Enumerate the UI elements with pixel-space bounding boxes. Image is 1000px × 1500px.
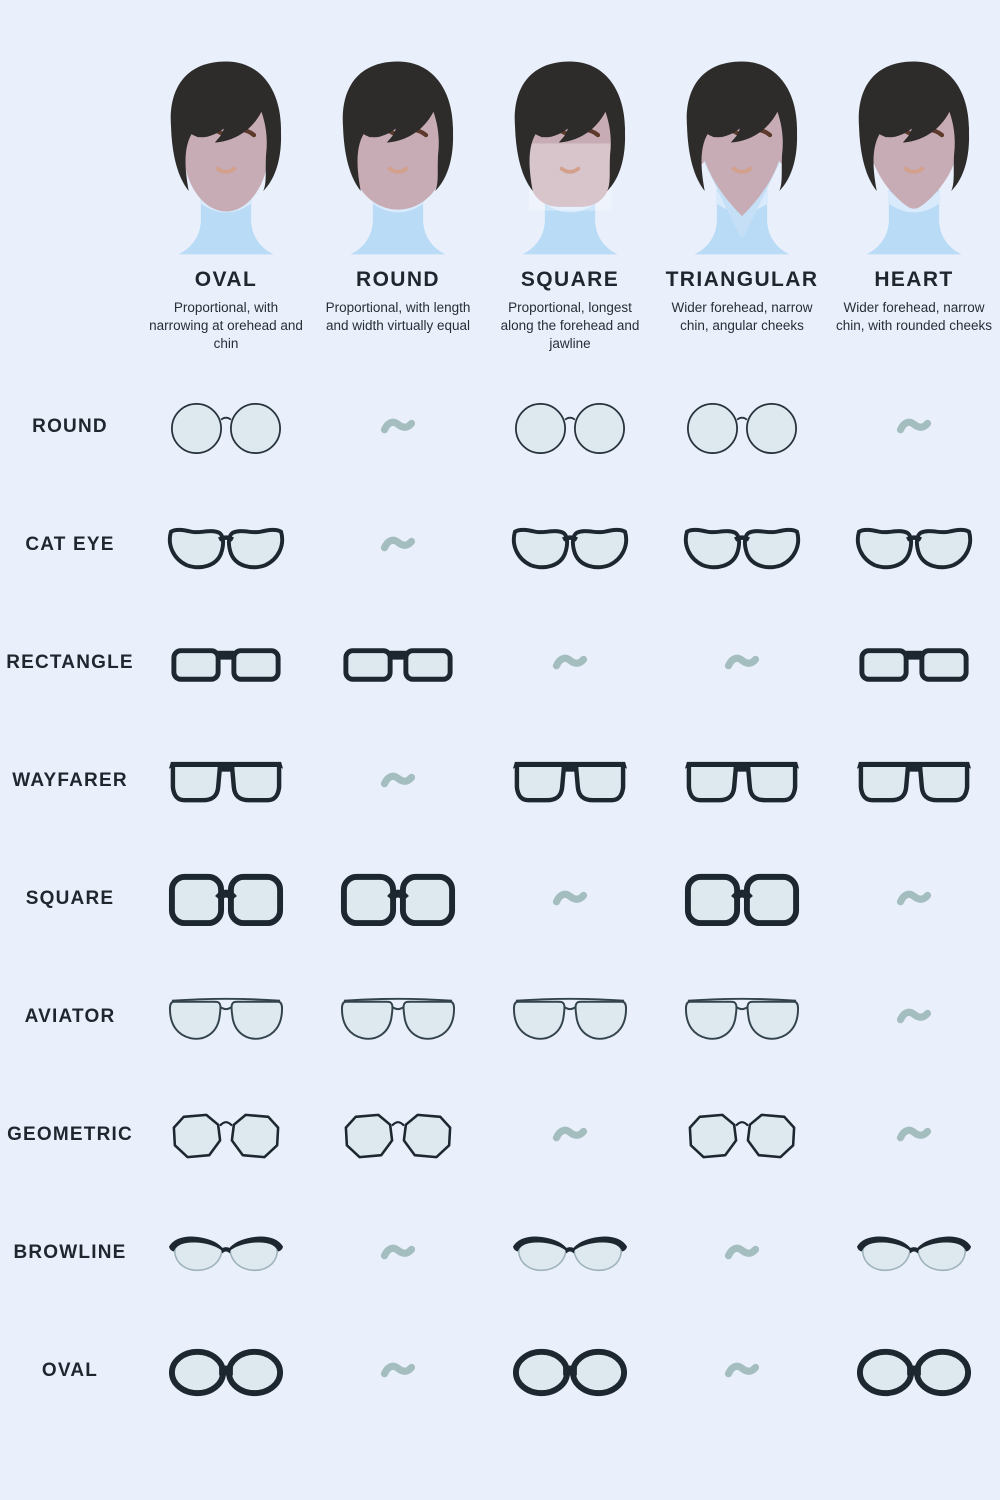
matrix-cell (656, 840, 828, 958)
row-label-wayfarer: WAYFARER (12, 770, 128, 792)
round-face-icon (314, 54, 482, 259)
matrix-cell (656, 368, 828, 486)
face-column-triangular (656, 54, 828, 352)
oval-face-icon (142, 54, 310, 259)
matrix-cell (140, 840, 312, 958)
cat-eye-frame-icon (855, 516, 973, 575)
geometric-frame-icon (339, 1106, 457, 1165)
row-label-round: ROUND (32, 416, 108, 438)
tilde-icon (724, 1360, 760, 1382)
face-shape-name: HEART (874, 268, 954, 291)
wayfarer-frame-icon (855, 752, 973, 811)
matrix-cell (484, 486, 656, 604)
matrix-cell (140, 368, 312, 486)
matrix-cell (656, 1076, 828, 1194)
face-column-square (484, 54, 656, 352)
face-illustration (142, 54, 310, 259)
row-label-geometric: GEOMETRIC (7, 1124, 133, 1146)
matrix-cell (656, 486, 828, 604)
cat-eye-frame-icon (683, 516, 801, 575)
round-frame-icon (167, 398, 285, 457)
face-illustration (314, 54, 482, 259)
matrix-cell (656, 1194, 828, 1312)
matrix-cell (312, 604, 484, 722)
matrix-cell (312, 1194, 484, 1312)
matrix-cell (828, 1312, 1000, 1430)
tilde-icon (380, 1242, 416, 1264)
square-frame-icon (683, 870, 801, 929)
row-label-aviator: AVIATOR (24, 1006, 116, 1028)
matrix-cell (828, 722, 1000, 840)
face-shape-name: SQUARE (520, 268, 620, 291)
compatibility-matrix (0, 368, 1000, 1430)
row-label-browline: BROWLINE (13, 1242, 127, 1264)
tilde-icon (896, 1006, 932, 1028)
face-shape-description: Proportional, with length and width virtually equal (325, 300, 471, 333)
matrix-cell (484, 958, 656, 1076)
matrix-cell (312, 722, 484, 840)
face-column-heart (828, 54, 1000, 352)
tilde-icon (380, 1360, 416, 1382)
face-illustration (486, 54, 654, 259)
matrix-cell (312, 368, 484, 486)
oval-frame-icon (855, 1342, 973, 1401)
aviator-frame-icon (339, 988, 457, 1047)
square-frame-icon (339, 870, 457, 929)
wayfarer-frame-icon (683, 752, 801, 811)
square-frame-icon (167, 870, 285, 929)
matrix-cell (828, 1194, 1000, 1312)
tilde-icon (896, 416, 932, 438)
matrix-cell (828, 840, 1000, 958)
tilde-icon (896, 888, 932, 910)
browline-frame-icon (511, 1224, 629, 1283)
rectangle-frame-icon (167, 634, 285, 693)
tilde-icon (380, 770, 416, 792)
matrix-cell (140, 1076, 312, 1194)
tilde-icon (896, 1124, 932, 1146)
round-frame-icon (511, 398, 629, 457)
matrix-cell (484, 722, 656, 840)
browline-frame-icon (167, 1224, 285, 1283)
browline-frame-icon (855, 1224, 973, 1283)
face-shape-header (0, 0, 1000, 352)
matrix-cell (656, 604, 828, 722)
rectangle-frame-icon (339, 634, 457, 693)
face-shape-name: ROUND (356, 268, 440, 291)
matrix-cell (484, 1194, 656, 1312)
matrix-cell (312, 1312, 484, 1430)
cat-eye-frame-icon (511, 516, 629, 575)
row-label-cat-eye: CAT EYE (25, 534, 115, 556)
aviator-frame-icon (683, 988, 801, 1047)
matrix-cell (312, 840, 484, 958)
matrix-cell (484, 1312, 656, 1430)
square-face-icon (486, 54, 654, 259)
tilde-icon (380, 416, 416, 438)
matrix-cell (484, 604, 656, 722)
cat-eye-frame-icon (167, 516, 285, 575)
rectangle-frame-icon (855, 634, 973, 693)
face-shape-name: TRIANGULAR (665, 268, 819, 291)
wayfarer-frame-icon (511, 752, 629, 811)
face-illustration (658, 54, 826, 259)
face-shape-description: Proportional, with narrowing at orehead and chin (149, 300, 303, 351)
matrix-cell (140, 958, 312, 1076)
matrix-cell (484, 368, 656, 486)
tilde-icon (380, 534, 416, 556)
row-label-rectangle: RECTANGLE (6, 652, 134, 674)
oval-frame-icon (511, 1342, 629, 1401)
face-shape-name: OVAL (194, 268, 258, 291)
oval-frame-icon (167, 1342, 285, 1401)
row-label-square: SQUARE (25, 888, 115, 910)
face-shape-description: Wider forehead, narrow chin, angular cheeks (671, 300, 813, 333)
matrix-cell (312, 1076, 484, 1194)
face-column-oval (140, 54, 312, 352)
matrix-cell (656, 1312, 828, 1430)
matrix-cell (656, 722, 828, 840)
tilde-icon (552, 652, 588, 674)
face-shape-description: Wider forehead, narrow chin, with rounded cheeks (835, 300, 993, 333)
heart-face-icon (830, 54, 998, 259)
face-shape-description: Proportional, longest along the forehead and jawline (500, 300, 640, 351)
matrix-cell (828, 604, 1000, 722)
aviator-frame-icon (511, 988, 629, 1047)
matrix-cell (828, 486, 1000, 604)
matrix-cell (484, 1076, 656, 1194)
matrix-cell (140, 1194, 312, 1312)
matrix-cell (484, 840, 656, 958)
matrix-cell (140, 1312, 312, 1430)
matrix-cell (140, 486, 312, 604)
matrix-cell (140, 604, 312, 722)
matrix-cell (312, 958, 484, 1076)
matrix-cell (828, 958, 1000, 1076)
wayfarer-frame-icon (167, 752, 285, 811)
triangular-face-icon (658, 54, 826, 259)
row-label-oval: OVAL (41, 1360, 99, 1382)
face-illustration (830, 54, 998, 259)
matrix-cell (828, 368, 1000, 486)
aviator-frame-icon (167, 988, 285, 1047)
tilde-icon (552, 1124, 588, 1146)
header-label-spacer (0, 54, 140, 352)
matrix-cell (312, 486, 484, 604)
matrix-cell (140, 722, 312, 840)
tilde-icon (724, 1242, 760, 1264)
matrix-cell (656, 958, 828, 1076)
face-column-round (312, 54, 484, 352)
tilde-icon (724, 652, 760, 674)
matrix-cell (828, 1076, 1000, 1194)
geometric-frame-icon (167, 1106, 285, 1165)
round-frame-icon (683, 398, 801, 457)
tilde-icon (552, 888, 588, 910)
geometric-frame-icon (683, 1106, 801, 1165)
